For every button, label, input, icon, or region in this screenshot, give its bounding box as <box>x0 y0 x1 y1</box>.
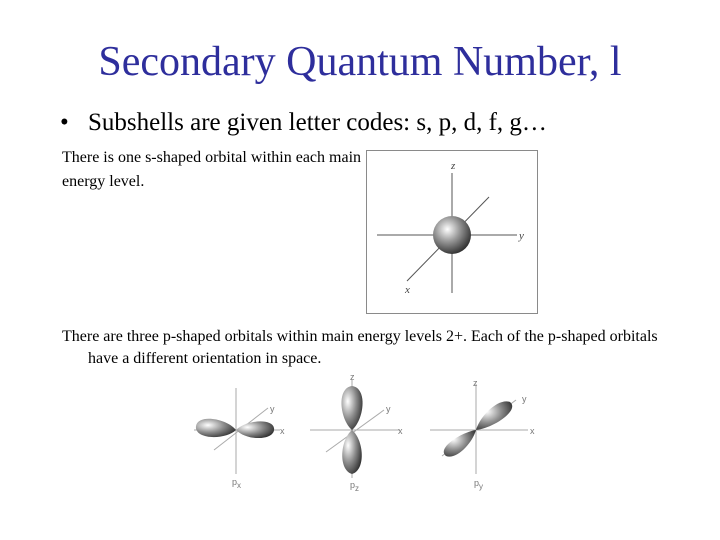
y-axis-label: y <box>519 230 524 242</box>
px-x-axis-label: x <box>280 426 285 436</box>
s-orbital-diagram <box>367 151 537 313</box>
py-label: py <box>474 478 484 491</box>
px-label: px <box>232 477 242 490</box>
py-lobe-upper <box>476 401 512 430</box>
px-orbital <box>194 388 285 490</box>
s-orbital-figure <box>366 150 538 314</box>
px-lobe-right <box>236 421 274 438</box>
p-orbitals-figure <box>186 370 546 500</box>
bullet-point <box>60 107 700 139</box>
py-z-axis-label: z <box>473 378 478 388</box>
py-lobe-lower <box>444 430 476 457</box>
pz-orbital <box>310 372 403 493</box>
py-x-axis-label: x <box>530 426 535 436</box>
px-lobe-left <box>196 419 236 437</box>
slide-title: Secondary Quantum Number, l <box>98 39 622 85</box>
py-y-axis-label: y <box>522 394 527 404</box>
py-orbital <box>430 378 535 491</box>
p-orbital-description: There are three p-shaped orbitals within main energy levels 2+. Each of the p-shaped orbitals have a different orientation in space. <box>62 328 658 367</box>
s-orbital-sphere <box>433 216 471 254</box>
pz-y-axis-label: y <box>386 404 391 414</box>
bullet-marker: • <box>60 109 69 136</box>
s-orbital-description: There is one s-shaped orbital within each main energy level. <box>62 149 362 190</box>
pz-z-axis-label: z <box>350 372 355 382</box>
px-y-axis-label: y <box>270 404 275 414</box>
pz-label: pz <box>350 480 360 493</box>
bullet-text: Subshells are given letter codes: s, p, d, f, g… <box>88 109 547 136</box>
p-orbitals-diagram <box>186 370 546 500</box>
pz-x-axis-label: x <box>398 426 403 436</box>
x-axis-label: x <box>405 284 410 296</box>
pz-lobe-top <box>341 386 362 430</box>
pz-lobe-bottom <box>342 430 362 474</box>
z-axis-label: z <box>451 160 456 172</box>
